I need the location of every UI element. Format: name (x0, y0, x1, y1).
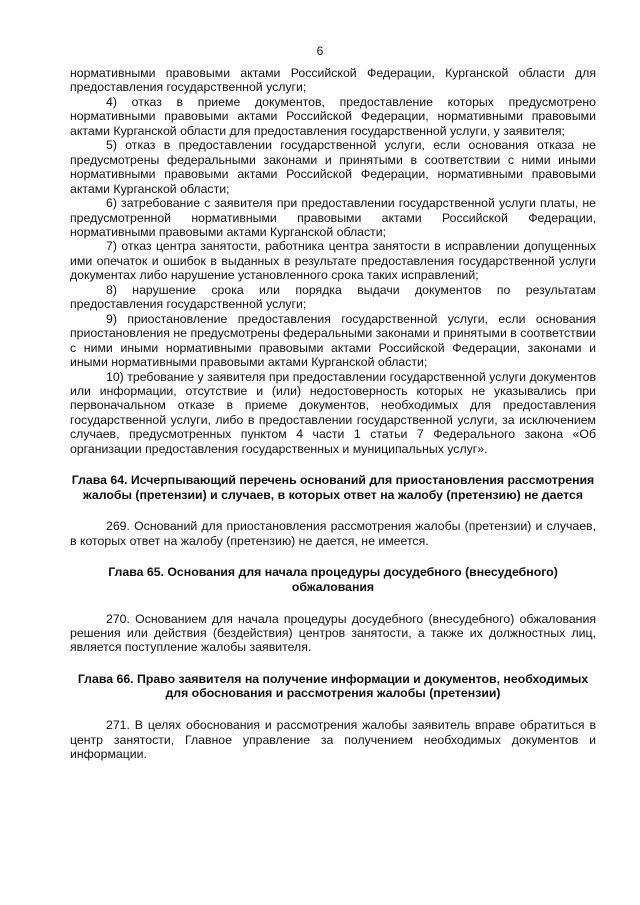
chapter-64-heading: Глава 64. Исчерпывающий перечень оснований для приостановления рассмотрения жалобы (претензии) и случаев, в которых ответ на жалобу (претензию) не дается (71, 473, 595, 502)
paragraph-271: 271. В целях обоснования и рассмотрения жалобы заявитель вправе обратиться в центр занятости, Главное управление за получением необходимых документов и информации. (70, 718, 596, 761)
paragraph-270: 270. Основанием для начала процедуры досудебного (внесудебного) обжалования решения или действия (бездействия) центров занятости, а также их должностных лиц, является поступление жалобы заявителя. (70, 611, 596, 655)
paragraph-continuation: нормативными правовыми актами Российской Федерации, Курганской области для предоставления государственной услуги; (70, 66, 596, 95)
list-item-4: 4) отказ в приеме документов, предоставление которых предусмотрено нормативными правовыми актами Российской Федерации, нормативными правовыми актами Курганской области для предоставления государственной услуги, у заявителя; (70, 94, 596, 138)
list-item-7: 7) отказ центра занятости, работника центра занятости в исправлении допущенных ими опечаток и ошибок в выданных в результате предоставления государственной услуги документах либо нарушение установленного срока таких исправлений; (70, 239, 596, 283)
chapter-66-heading: Глава 66. Право заявителя на получение информации и документов, необходимых для обоснования и рассмотрения жалобы (претензии) (77, 671, 589, 701)
paragraph-269: 269. Оснований для приостановления рассмотрения жалобы (претензии) и случаев, в которых ответ на жалобу (претензию) не дается, не имеется. (70, 519, 596, 548)
document-body (70, 66, 596, 761)
page-number: 6 (316, 44, 324, 58)
list-item-8: 8) нарушение срока или порядка выдачи документов по результатам предоставления государственной услуги; (70, 282, 596, 312)
list-item-6: 6) затребование с заявителя при предоставлении государственной услуги платы, не предусмотренной нормативными правовыми актами Российской Федерации, нормативными правовыми актами Курганской области; (70, 196, 596, 239)
list-item-9: 9) приостановление предоставления государственной услуги, если основания приостановления не предусмотрены федеральными законами и принятыми в соответствии с ними иными нормативными правовыми актами Российской Федерации, законами и иными нормативными правовыми актами Курганской области; (70, 311, 596, 370)
list-item-5: 5) отказ в предоставлении государственной услуги, если основания отказа не предусмотрены федеральными законами и принятыми в соответствии с ними иными нормативными правовыми актами Российской Федерации, нормативными правовыми актами Курганской области; (70, 138, 596, 196)
list-item-10: 10) требование у заявителя при предоставлении государственной услуги документов или информации, отсутствие и (или) недостоверность которых не указывались при первоначальном отказе в приеме документов, необходимых для предоставления государственной услуги, либо в предоставлении государственной услуги, за исключением случаев, предусмотренных пунктом 4 части 1 статьи 7 Федерального закона «Об организации предоставления государственных и муниципальных услуг». (70, 369, 596, 456)
chapter-65-heading: Глава 65. Основания для начала процедуры досудебного (внесудебного) обжалования (108, 565, 558, 594)
